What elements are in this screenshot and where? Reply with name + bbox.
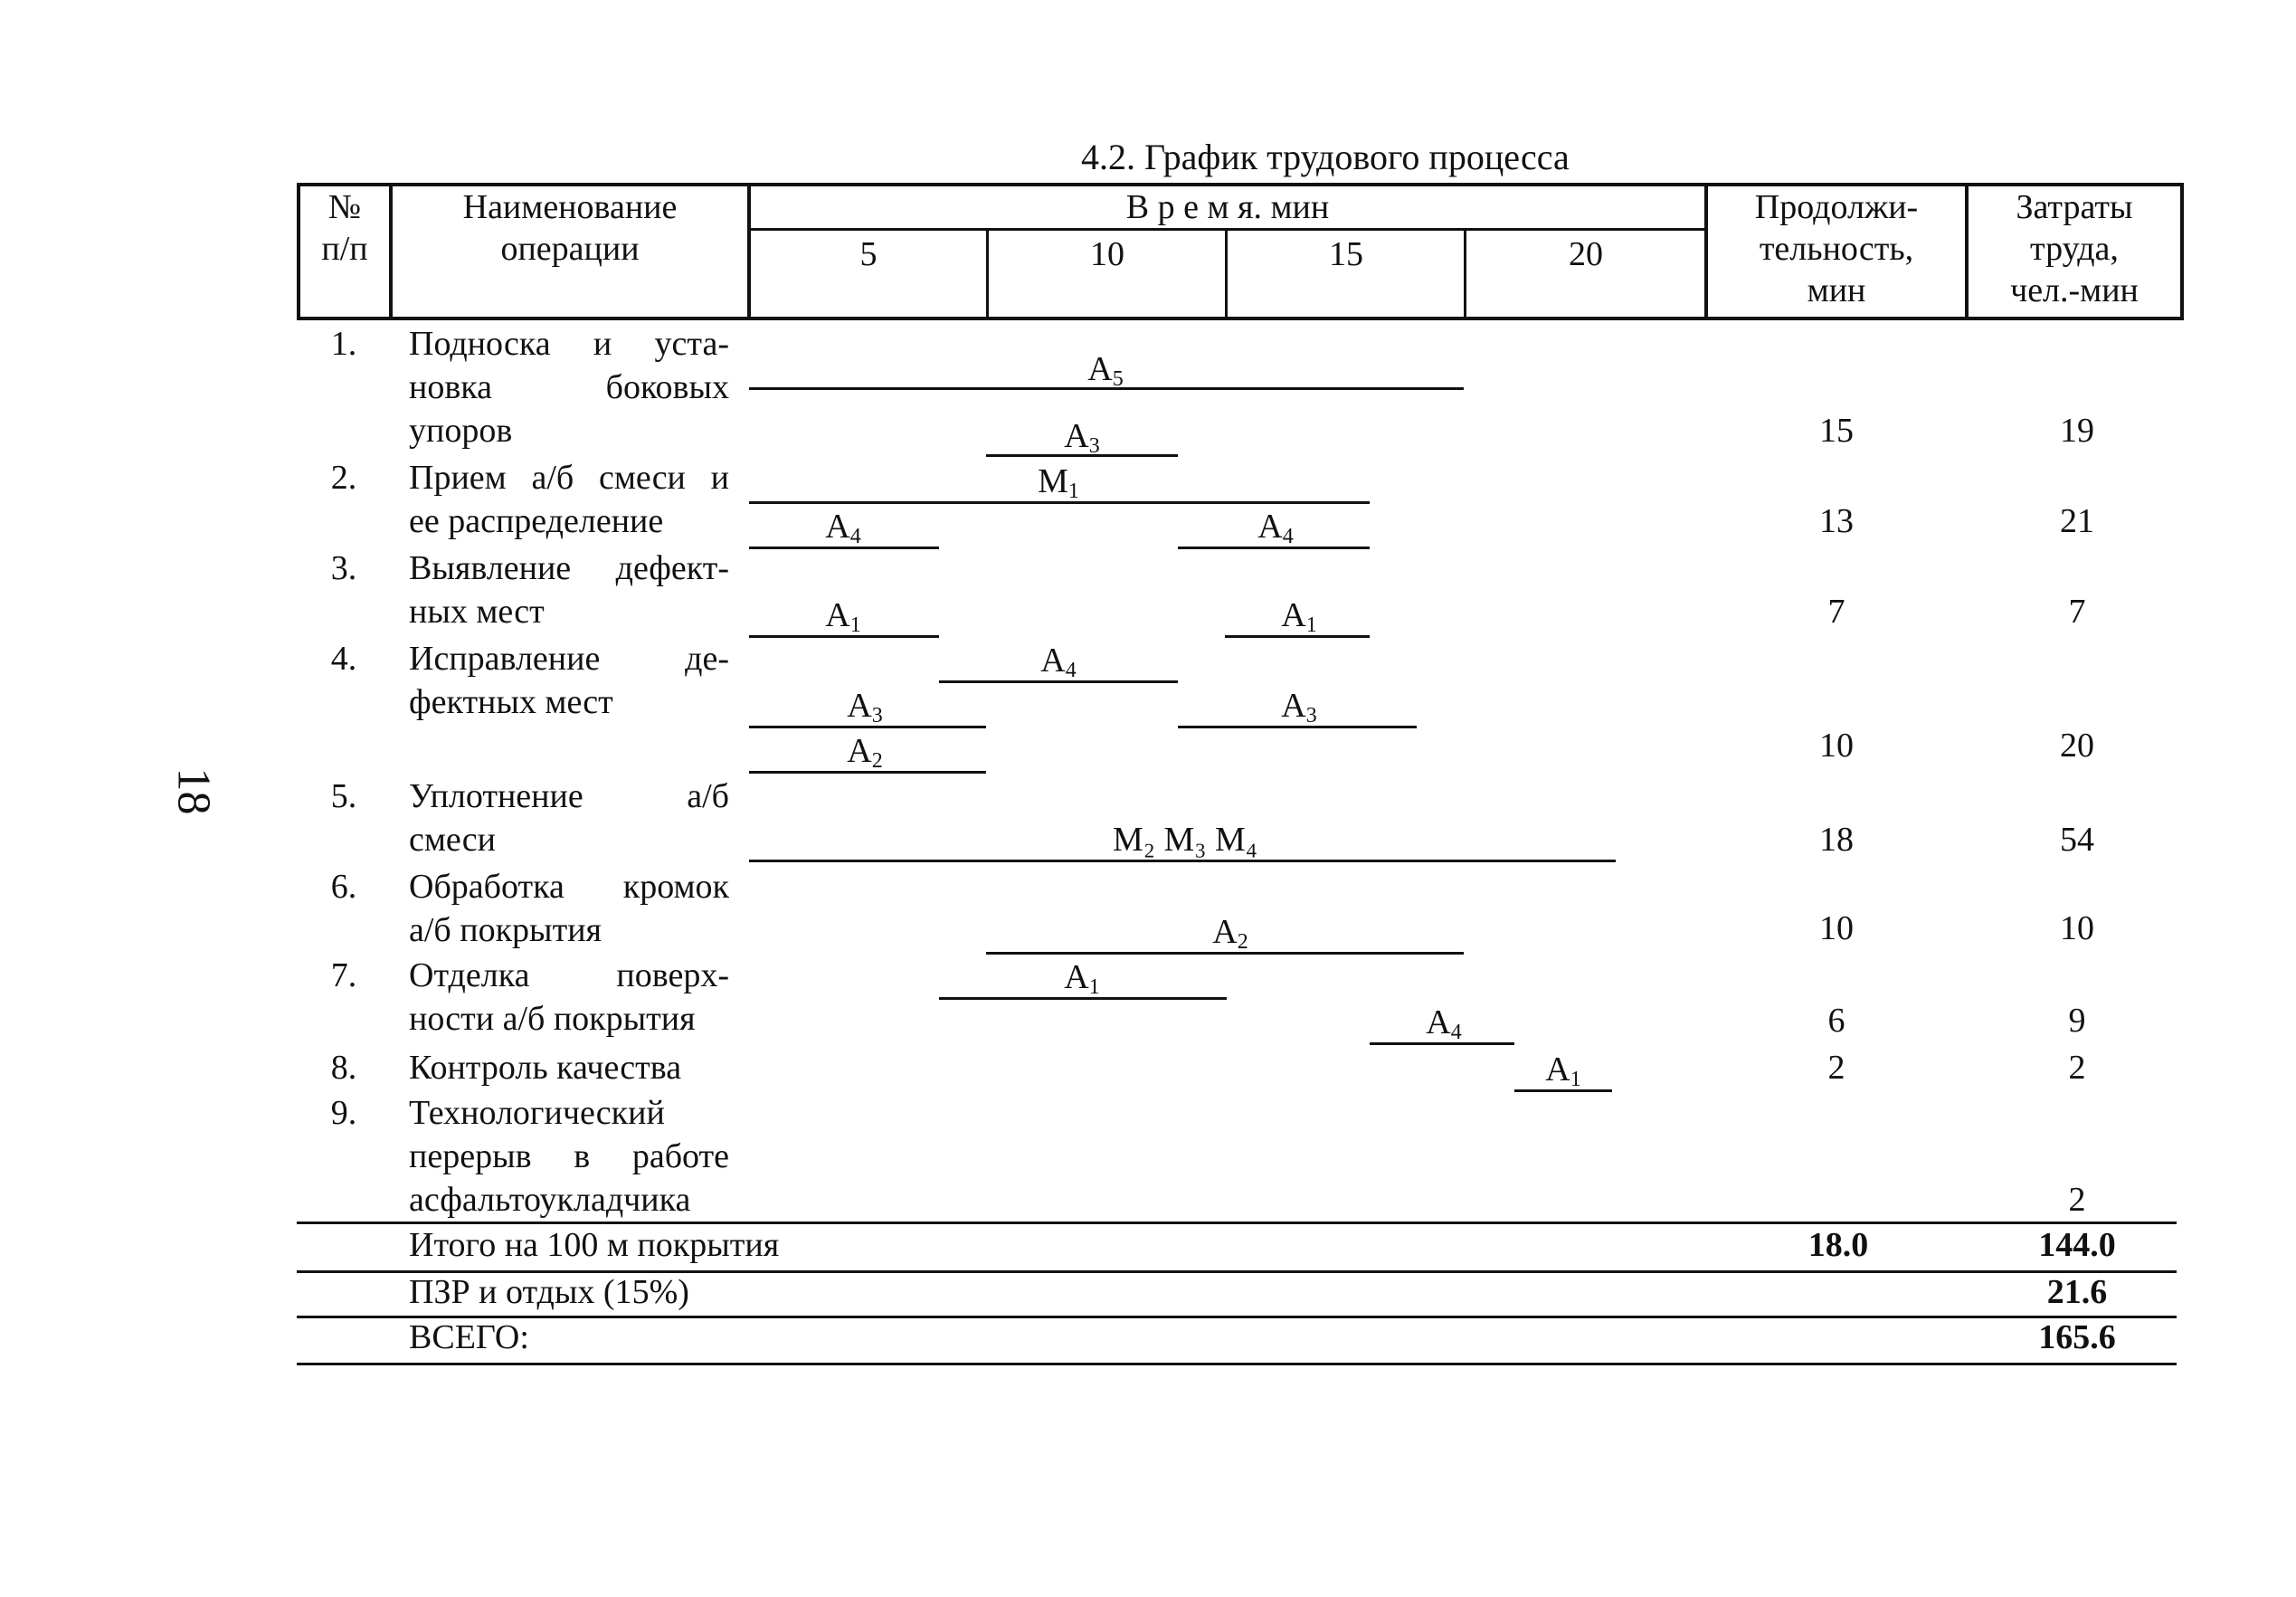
labor-value: 21 — [2060, 502, 2094, 540]
gantt-bar-label: $А_4$ — [1040, 642, 1077, 682]
gantt-bar-label: $А_4$ — [825, 508, 861, 548]
duration-value: 6 — [1827, 1002, 1845, 1040]
operation-name: Исправление де- фектных мест — [409, 640, 729, 721]
header-tick-10: 10 — [1090, 235, 1124, 273]
page-number: 18 — [167, 767, 220, 815]
header-time: В р е м я. мин — [1125, 188, 1330, 226]
labor-value: 19 — [2060, 412, 2094, 450]
labor-value: 10 — [2060, 909, 2094, 947]
labor-value: 20 — [2060, 727, 2094, 765]
operation-name: Отделка поверх- ности а/б покрытия — [409, 956, 729, 1038]
header-divider-t15 — [1464, 230, 1466, 320]
header-num: № п/п — [321, 188, 368, 268]
header-border-right — [2180, 183, 2184, 320]
header-operation-name: Наименование операции — [462, 188, 678, 268]
operation-name: Контроль качества — [409, 1049, 682, 1087]
grand-total-labor: 165.6 — [2038, 1318, 2116, 1356]
gantt-bar-label: $А_5$ — [1087, 350, 1124, 391]
duration-value: 15 — [1819, 412, 1854, 450]
totals-labor: 144.0 — [2038, 1226, 2116, 1264]
header-tick-15: 15 — [1329, 235, 1363, 273]
gantt-bar-label: $А_3$ — [1064, 417, 1100, 458]
prep-rest-labor: 21.6 — [2046, 1273, 2108, 1311]
totals-divider — [297, 1316, 2177, 1318]
row-number: 9. — [330, 1094, 357, 1132]
header-labor: Затраты труда, чел.-мин — [2010, 188, 2139, 309]
table-bottom-border — [297, 1363, 2177, 1365]
duration-value: 18 — [1819, 821, 1854, 859]
row-number: 2. — [330, 459, 357, 497]
labor-value: 2 — [2068, 1181, 2086, 1219]
header-tick-20: 20 — [1569, 235, 1603, 273]
labor-value: 7 — [2068, 593, 2086, 631]
labor-value: 9 — [2068, 1002, 2086, 1040]
row-number: 8. — [330, 1049, 357, 1087]
totals-label: Итого на 100 м покрытия — [409, 1226, 780, 1264]
gantt-bar-label: $А_2$ — [1212, 913, 1248, 954]
header-duration: Продолжи- тельность, мин — [1754, 188, 1919, 309]
duration-value: 10 — [1819, 727, 1854, 765]
time-subheader-line — [749, 228, 1706, 231]
gantt-bar-label: $А_4$ — [1426, 1003, 1462, 1044]
operation-name: Обработка кромок а/б покрытия — [409, 868, 729, 949]
labor-value: 2 — [2068, 1049, 2086, 1087]
row-number: 3. — [330, 549, 357, 587]
duration-value: 10 — [1819, 909, 1854, 947]
labor-value: 54 — [2060, 821, 2094, 859]
grand-total-label: ВСЕГО: — [409, 1318, 529, 1356]
duration-value: 13 — [1819, 502, 1854, 540]
totals-duration: 18.0 — [1807, 1226, 1869, 1264]
operation-name: Уплотнение а/б смеси — [409, 777, 729, 859]
gantt-bar-label: $А_3$ — [1281, 687, 1317, 727]
gantt-bar-label: $А_1$ — [1281, 596, 1317, 637]
operation-name: Прием а/б смеси и ее распределение — [409, 459, 729, 540]
gantt-bar-label: $А_2$ — [847, 732, 883, 773]
gantt-bar-label: $А_1$ — [825, 596, 861, 637]
header-bottom-border — [297, 317, 2184, 320]
gantt-bar-label: $А_1$ — [1545, 1050, 1581, 1091]
row-number: 1. — [330, 325, 357, 363]
gantt-bar-label: $М_1$ — [1038, 462, 1079, 503]
row-number: 5. — [330, 777, 357, 815]
header-divider-t10 — [1225, 230, 1228, 320]
header-tick-5: 5 — [859, 235, 878, 273]
duration-value: 2 — [1827, 1049, 1845, 1087]
gantt-bar-label: $А_1$ — [1064, 958, 1100, 999]
row-number: 6. — [330, 868, 357, 906]
row-number: 4. — [330, 640, 357, 678]
table-title: 4.2. График трудового процесса — [1081, 137, 1570, 177]
operation-name: Подноска и уста- новка боковых упоров — [409, 325, 729, 450]
gantt-bar-label: $А_4$ — [1257, 508, 1294, 548]
gantt-bar-label: М₂ М₃ М₄ — [1112, 821, 1258, 859]
gantt-bar — [749, 860, 1616, 862]
operation-name: Технологический перерыв в работе асфальтоукладчика — [409, 1094, 729, 1219]
header-divider-t5 — [986, 230, 989, 320]
gantt-bar-label: $А_3$ — [847, 687, 883, 727]
operation-name: Выявление дефект- ных мест — [409, 549, 729, 631]
row-number: 7. — [330, 956, 357, 994]
duration-value: 7 — [1827, 593, 1845, 631]
prep-rest-label: ПЗР и отдых (15%) — [409, 1273, 689, 1311]
